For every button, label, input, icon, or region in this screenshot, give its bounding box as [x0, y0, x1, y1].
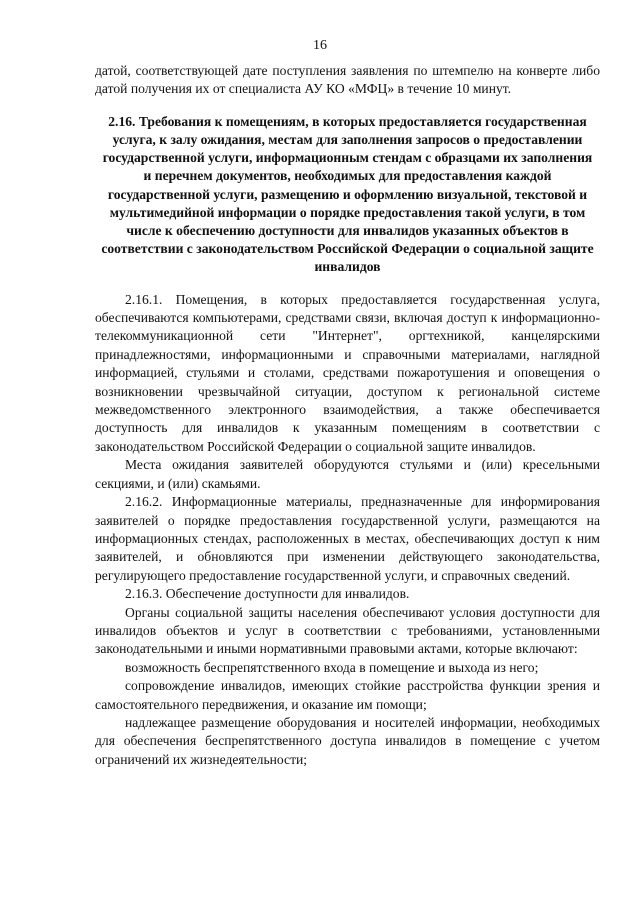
paragraph-continuation: датой, соответствующей дате поступления заявления по штемпелю на конверте либо датой получения их от специалиста АУ КО «МФЦ» в течение 10 минут. [95, 63, 600, 97]
paragraph: 2.16.3. Обеспечение доступности для инвалидов. [125, 586, 410, 602]
paragraph: Места ожидания заявителей оборудуются стульями и (или) кресельными секциями, и (или) скамьями. [95, 457, 600, 491]
list-item: возможность беспрепятственного входа в помещение и выхода из него; [125, 659, 539, 675]
paragraph: 2.16.2. Информационные материалы, предназначенные для информирования заявителей о порядке предоставления государственной услуги, размещаются на информационных стендах, расположенных в местах, обеспечивающих доступ к ним заявителей, и обновляются при изменении действующего законодательства, регулирующего предоставление государственной услуги, и справочных сведений. [95, 494, 600, 583]
page-number: 16 [313, 38, 327, 53]
paragraph: 2.16.1. Помещения, в которых предоставляется государственная услуга, обеспечиваются компьютерами, средствами связи, включая доступ к информационно-телекоммуникационной сети "Интернет", оргтехникой, канцелярскими принадлежностями, информационными и справочными материалами, наглядной информацией, стульями и столами, средствами пожаротушения и оповещения о возникновении чрезвычайной ситуации, доступом к региональной системе межведомственного электронного взаимодействия, а также обеспечивается доступность для инвалидов к указанным помещениям в соответствии с законодательством Российской Федерации о социальной защите инвалидов. [95, 291, 600, 454]
section-heading: 2.16. Требования к помещениям, в которых предоставляется государственная услуга, к залу ожидания, местам для заполнения запросов о предоставлении государственной услуги, информационным стендам с образцами их заполнения и перечнем документов, необходимых для предоставления каждой государственной услуги, размещению и оформлению визуальной, текстовой и мультимедийной информации о порядке предоставления такой услуги, в том числе к обеспечению доступности для инвалидов указанных объектов в соответствии с законодательством Российской Федерации о социальной защите инвалидов [101, 113, 594, 275]
list-item: сопровождение инвалидов, имеющих стойкие расстройства функции зрения и самостоятельного передвижения, и оказание им помощи; [95, 678, 600, 712]
paragraph: Органы социальной защиты населения обеспечивают условия доступности для инвалидов объектов и услуг в соответствии с требованиями, установленными законодательными и иными нормативными правовыми актами, которые включают: [95, 604, 600, 657]
document-body [95, 62, 600, 769]
list-item: надлежащее размещение оборудования и носителей информации, необходимых для обеспечения беспрепятственного доступа инвалидов в помещение с учетом ограничений их жизнедеятельности; [95, 714, 600, 767]
